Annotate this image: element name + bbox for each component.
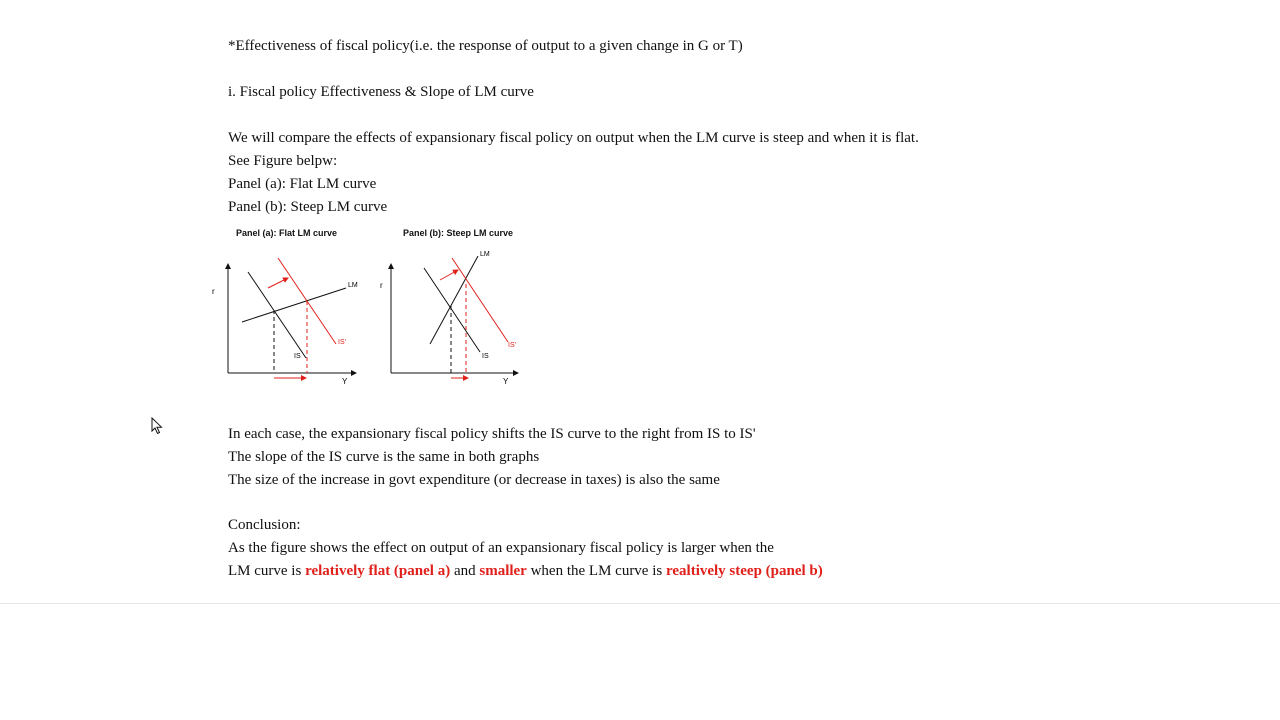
page-heading: *Effectiveness of fiscal policy(i.e. the response of output to a given change in G or T)	[228, 38, 743, 54]
panel-a-is-curve	[248, 272, 306, 358]
section-subheading: i. Fiscal policy Effectiveness & Slope of LM curve	[228, 84, 534, 100]
panel-b-title: Panel (b): Steep LM curve	[403, 228, 514, 238]
panel-b-lm-label: LM	[480, 251, 490, 258]
intro-line: Panel (a): Flat LM curve	[228, 176, 377, 192]
panel-b-is-label: IS	[482, 353, 489, 360]
intro-line: See Figure belpw:	[228, 153, 338, 169]
panel-a-title: Panel (a): Flat LM curve	[236, 228, 338, 238]
highlight-steep: realtively steep (panel b)	[665, 563, 823, 579]
conclusion-text: LM curve is	[228, 563, 306, 579]
panel-a-is-shifted-label: IS'	[338, 339, 346, 346]
panel-b-lm-curve	[430, 256, 478, 344]
panel-a-x-label: Y	[342, 377, 348, 386]
conclusion-label: Conclusion:	[228, 517, 301, 533]
highlight-flat: relatively flat (panel a)	[305, 563, 451, 579]
panel-b-shift-arrow	[440, 270, 458, 280]
conclusion-line	[228, 561, 823, 581]
observation-line: The slope of the IS curve is the same in both graphs	[228, 449, 540, 465]
panel-a-y-label: r	[212, 287, 215, 296]
panel-a-lm-label: LM	[348, 282, 358, 289]
panel-a-is-label: IS	[294, 353, 301, 360]
panel-a-lm-curve	[242, 288, 346, 322]
panel-a-graph	[208, 228, 368, 390]
panel-a-shift-arrow	[268, 278, 288, 288]
panel-b-graph	[372, 228, 532, 390]
observation-line: In each case, the expansionary fiscal policy shifts the IS curve to the right from IS to IS'	[228, 426, 756, 442]
panel-b-is-shifted-label: IS'	[508, 342, 516, 349]
mouse-cursor-icon	[151, 417, 163, 435]
panel-b-x-label: Y	[503, 377, 509, 386]
intro-line: We will compare the effects of expansionary fiscal policy on output when the LM curve is steep and when it is flat.	[228, 130, 919, 146]
panel-b-y-label: r	[380, 281, 383, 290]
conclusion-text: and	[450, 563, 480, 579]
conclusion-line: As the figure shows the effect on output of an expansionary fiscal policy is larger when the	[228, 540, 774, 556]
intro-line: Panel (b): Steep LM curve	[228, 199, 388, 215]
conclusion-text: when the LM curve is	[526, 563, 666, 579]
panel-b-is-shifted-curve	[452, 258, 508, 342]
observation-line: The size of the increase in govt expenditure (or decrease in taxes) is also the same	[228, 472, 720, 488]
highlight-smaller: smaller	[479, 563, 527, 579]
